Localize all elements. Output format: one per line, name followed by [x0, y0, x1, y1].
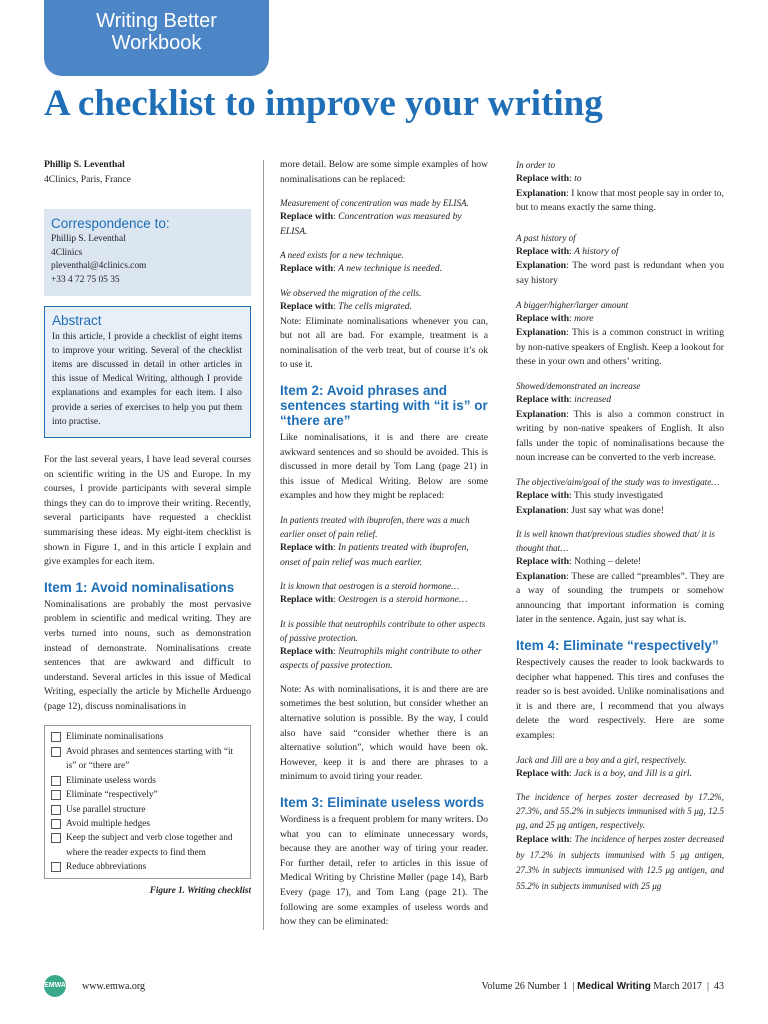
checkbox-icon: [51, 833, 61, 843]
column-1: [44, 158, 251, 897]
column-3: [516, 158, 724, 895]
page-number: 43: [714, 981, 724, 992]
checkbox-icon: [51, 790, 61, 800]
example-original: In order to: [516, 160, 556, 170]
issue-date: March 2017: [653, 981, 702, 992]
example-original: A need exists for a new technique.: [280, 250, 404, 261]
checklist-item: Keep the subject and verb close together and where the reader expects to find them: [51, 831, 244, 860]
checklist-item: Reduce abbreviations: [51, 860, 244, 874]
checklist-item: Eliminate nominalisations: [51, 730, 244, 744]
example-original: Measurement of concentration was made by ELISA.: [280, 198, 469, 209]
example-replacement: Replace with: Concentration was measured by ELISA.: [280, 211, 462, 237]
checklist-item: Use parallel structure: [51, 803, 244, 817]
paragraph: more detail. Below are some simple examples of how nominalisations can be replaced:: [280, 159, 488, 185]
example-original: It is possible that neutrophils contribute to other aspects of passive protection.: [280, 618, 486, 643]
figure-caption: Figure 1. Writing checklist: [149, 884, 251, 895]
item3-paragraph: Wordiness is a frequent problem for many writers. Do what you can to eliminate unnecessary words, because they are another way of tiring your reader. For further detail, refer to articles in this issue of Medical Writing by Christine Møller (page 14), Barb Every (page 17), and Tom Lang (page 21). The following are some examples of useless words and how they can be eliminated:: [280, 814, 488, 928]
writing-checklist: [44, 725, 251, 878]
item4-heading: Item 4: Eliminate “respectively”: [516, 638, 719, 654]
example-replacement: Replace with: A history of: [516, 245, 619, 257]
example-replacement: Replace with: In patients treated with ibuprofen, onset of pain relief was much earlier.: [280, 541, 469, 568]
example-original: It is well known that/previous studies showed that/ it is thought that…: [516, 529, 715, 554]
section-tab: [44, 0, 269, 76]
checkbox-icon: [51, 747, 61, 757]
corr-company: 4Clinics: [51, 247, 83, 258]
example-replacement: Replace with: increased: [516, 393, 612, 405]
example-original: The incidence of herpes zoster decreased by 17.2%, 27.3%, and 55.2% in subjects immunised with 5 μg, 12.5 μg, and 25 μg antigen, respectively.: [516, 792, 724, 831]
item1-heading: Item 1: Avoid nominalisations: [44, 579, 235, 595]
example-explanation: Explanation: Just say what was done!: [516, 504, 664, 516]
checklist-item: Eliminate “respectively”: [51, 788, 244, 802]
item4-paragraph: Respectively causes the reader to look backwards to decipher what happened. This tires and confuses the reader so is best avoided. Unlike nominalisations and it is and there are, I recommend that you always delete the word respectively. Here are some examples:: [516, 657, 724, 742]
section-tab-line2: Workbook: [111, 32, 202, 54]
volume-number: Volume 26 Number 1: [481, 981, 568, 992]
page-footer: [44, 975, 724, 999]
example-explanation: Explanation: This is also a common construct in writing by non-native speakers of English. It also falls under the topic of nominalisations because the noun increase can be converted to the verb increase.: [516, 408, 724, 464]
example-original: The objective/aim/goal of the study was to investigate…: [516, 476, 720, 487]
checkbox-icon: [51, 819, 61, 829]
example-replacement: Replace with: Neutrophils might contribute to other aspects of passive protection.: [280, 645, 482, 672]
note-paragraph: Note: Eliminate nominalisations whenever you can, but not all are bad. For example, treatment is a nominalisation of the verb treat, but of course it’s ok to use it.: [280, 315, 488, 371]
intro-paragraph: For the last several years, I have lead several courses on scientific writing in the US and Europe. In my courses, I provide participants with several simple things they can do to improve their writing. Recently, several participants have requested a checklist summarising these ideas. My eight-item checklist is shown in Figure 1, and in this article I explain and give examples for each item.: [44, 453, 251, 568]
example-original: Showed/demonstrated an increase: [516, 380, 641, 391]
item2-heading: Item 2: Avoid phrases and sentences starting with “it is” or “there are”: [280, 382, 488, 428]
corr-email[interactable]: pleventhal@4clinics.com: [51, 261, 147, 272]
example-replacement: Replace with: more: [516, 312, 594, 324]
corr-phone: +33 4 72 75 05 35: [51, 274, 120, 285]
example-replacement: Replace with: This study investigated: [516, 489, 663, 501]
abstract-box: [44, 306, 251, 438]
note-paragraph: Note: As with nominalisations, it is and there are are sometimes the best solution, but consider whether an alternative solution is possible. By the way, I could also have said “consider whether there is an alternative solution”, which would have been ok. However, keep it is and there are phrases to a minimum to avoid tiring your reader.: [280, 683, 488, 783]
author-affiliation: 4Clinics, Paris, France: [44, 173, 131, 185]
abstract-heading: Abstract: [52, 312, 102, 328]
section-tab-line1: Writing Better: [96, 10, 217, 32]
journal-name: Medical Writing: [577, 981, 651, 992]
example-replacement: Replace with: A new technique is needed.: [280, 263, 443, 275]
example-original: A bigger/higher/larger amount: [516, 299, 629, 310]
example-replacement: Replace with: Nothing – delete!: [516, 556, 642, 568]
example-explanation: Explanation: This is a common construct in writing by non-native speakers of English. Keep a lookout for these in your own and others’ writing.: [516, 327, 724, 368]
checkbox-icon: [51, 732, 61, 742]
example-explanation: Explanation: I know that most people say in order to, but to means exactly the same thing.: [516, 187, 724, 214]
example-explanation: Explanation: These are called “preambles”. They are a way of sounding the trumpets or somehow announcing that important information is coming later in the sentence. Again, just say what is.: [516, 570, 724, 626]
abstract-text: In this article, I provide a checklist of eight items to improve your writing. Several of the checklist items are discussed in detail in other articles in this issue of Medical Writing, although I provide explanations and examples for each item. I also provide a series of exercises to help you put them into practise.: [52, 331, 242, 427]
example-replacement: Replace with: The incidence of herpes zoster decreased by 17.2% in subjects immunised with 5 μg antigen, 27.3% in subjects immunised with 12.5 μg antigen, and 55.2% in subjects immunised with 25 μg: [516, 834, 724, 891]
checklist-item: Avoid phrases and sentences starting with “it is” or “there are”: [51, 745, 244, 774]
checkbox-icon: [51, 776, 61, 786]
item3-heading: Item 3: Eliminate useless words: [280, 795, 485, 811]
item2-paragraph: Like nominalisations, it is and there are create awkward sentences and so should be avoided. This is discussed in more detail by Tom Lang (page 21) in this issue of Medical Writing. Below are some examples and how they might be replaced:: [280, 431, 488, 502]
article-title: A checklist to improve your writing: [44, 83, 603, 124]
author-name: Phillip S. Leventhal: [44, 159, 125, 170]
example-original: In patients treated with ibuprofen, there was a much earlier onset of pain relief.: [280, 514, 470, 539]
checklist-item: Avoid multiple hedges: [51, 817, 244, 831]
example-explanation: Explanation: The word past is redundant when you say history: [516, 260, 724, 286]
issue-info: Volume 26 Number 1 | Medical Writing March 2017 | 43: [481, 981, 724, 992]
item1-paragraph: Nominalisations are probably the most pervasive problem in scientific and medical writing. They are verbs turned into nouns, such as demonstration instead of demonstrate. Nominalisations create sentences that are awkward and difficult to understand. Several articles in this issue of Medical Writing, especially the article by Michelle Arduengo (page 12), discuss nominalisations in: [44, 598, 251, 712]
correspondence-heading: Correspondence to:: [51, 216, 170, 232]
example-replacement: Replace with: The cells migrated.: [280, 300, 412, 312]
website-link[interactable]: www.emwa.org: [82, 981, 146, 992]
corr-name: Phillip S. Leventhal: [51, 234, 126, 245]
checklist-item: Eliminate useless words: [51, 774, 244, 788]
example-original: It is known that oestrogen is a steroid hormone…: [280, 581, 460, 592]
example-replacement: Replace with: Jack is a boy, and Jill is a girl.: [516, 767, 692, 779]
checkbox-icon: [51, 862, 61, 872]
example-replacement: Replace with: Oestrogen is a steroid hormone…: [280, 594, 468, 606]
example-original: We observed the migration of the cells.: [280, 287, 422, 298]
correspondence-box: [44, 209, 251, 295]
example-original: A past history of: [516, 232, 576, 243]
column-divider: [263, 160, 264, 930]
example-replacement: Replace with: to: [516, 173, 582, 184]
emwa-logo: EMWA: [44, 975, 66, 997]
checkbox-icon: [51, 805, 61, 815]
column-2: [280, 158, 488, 930]
example-original: Jack and Jill are a boy and a girl, respectively.: [516, 754, 687, 765]
